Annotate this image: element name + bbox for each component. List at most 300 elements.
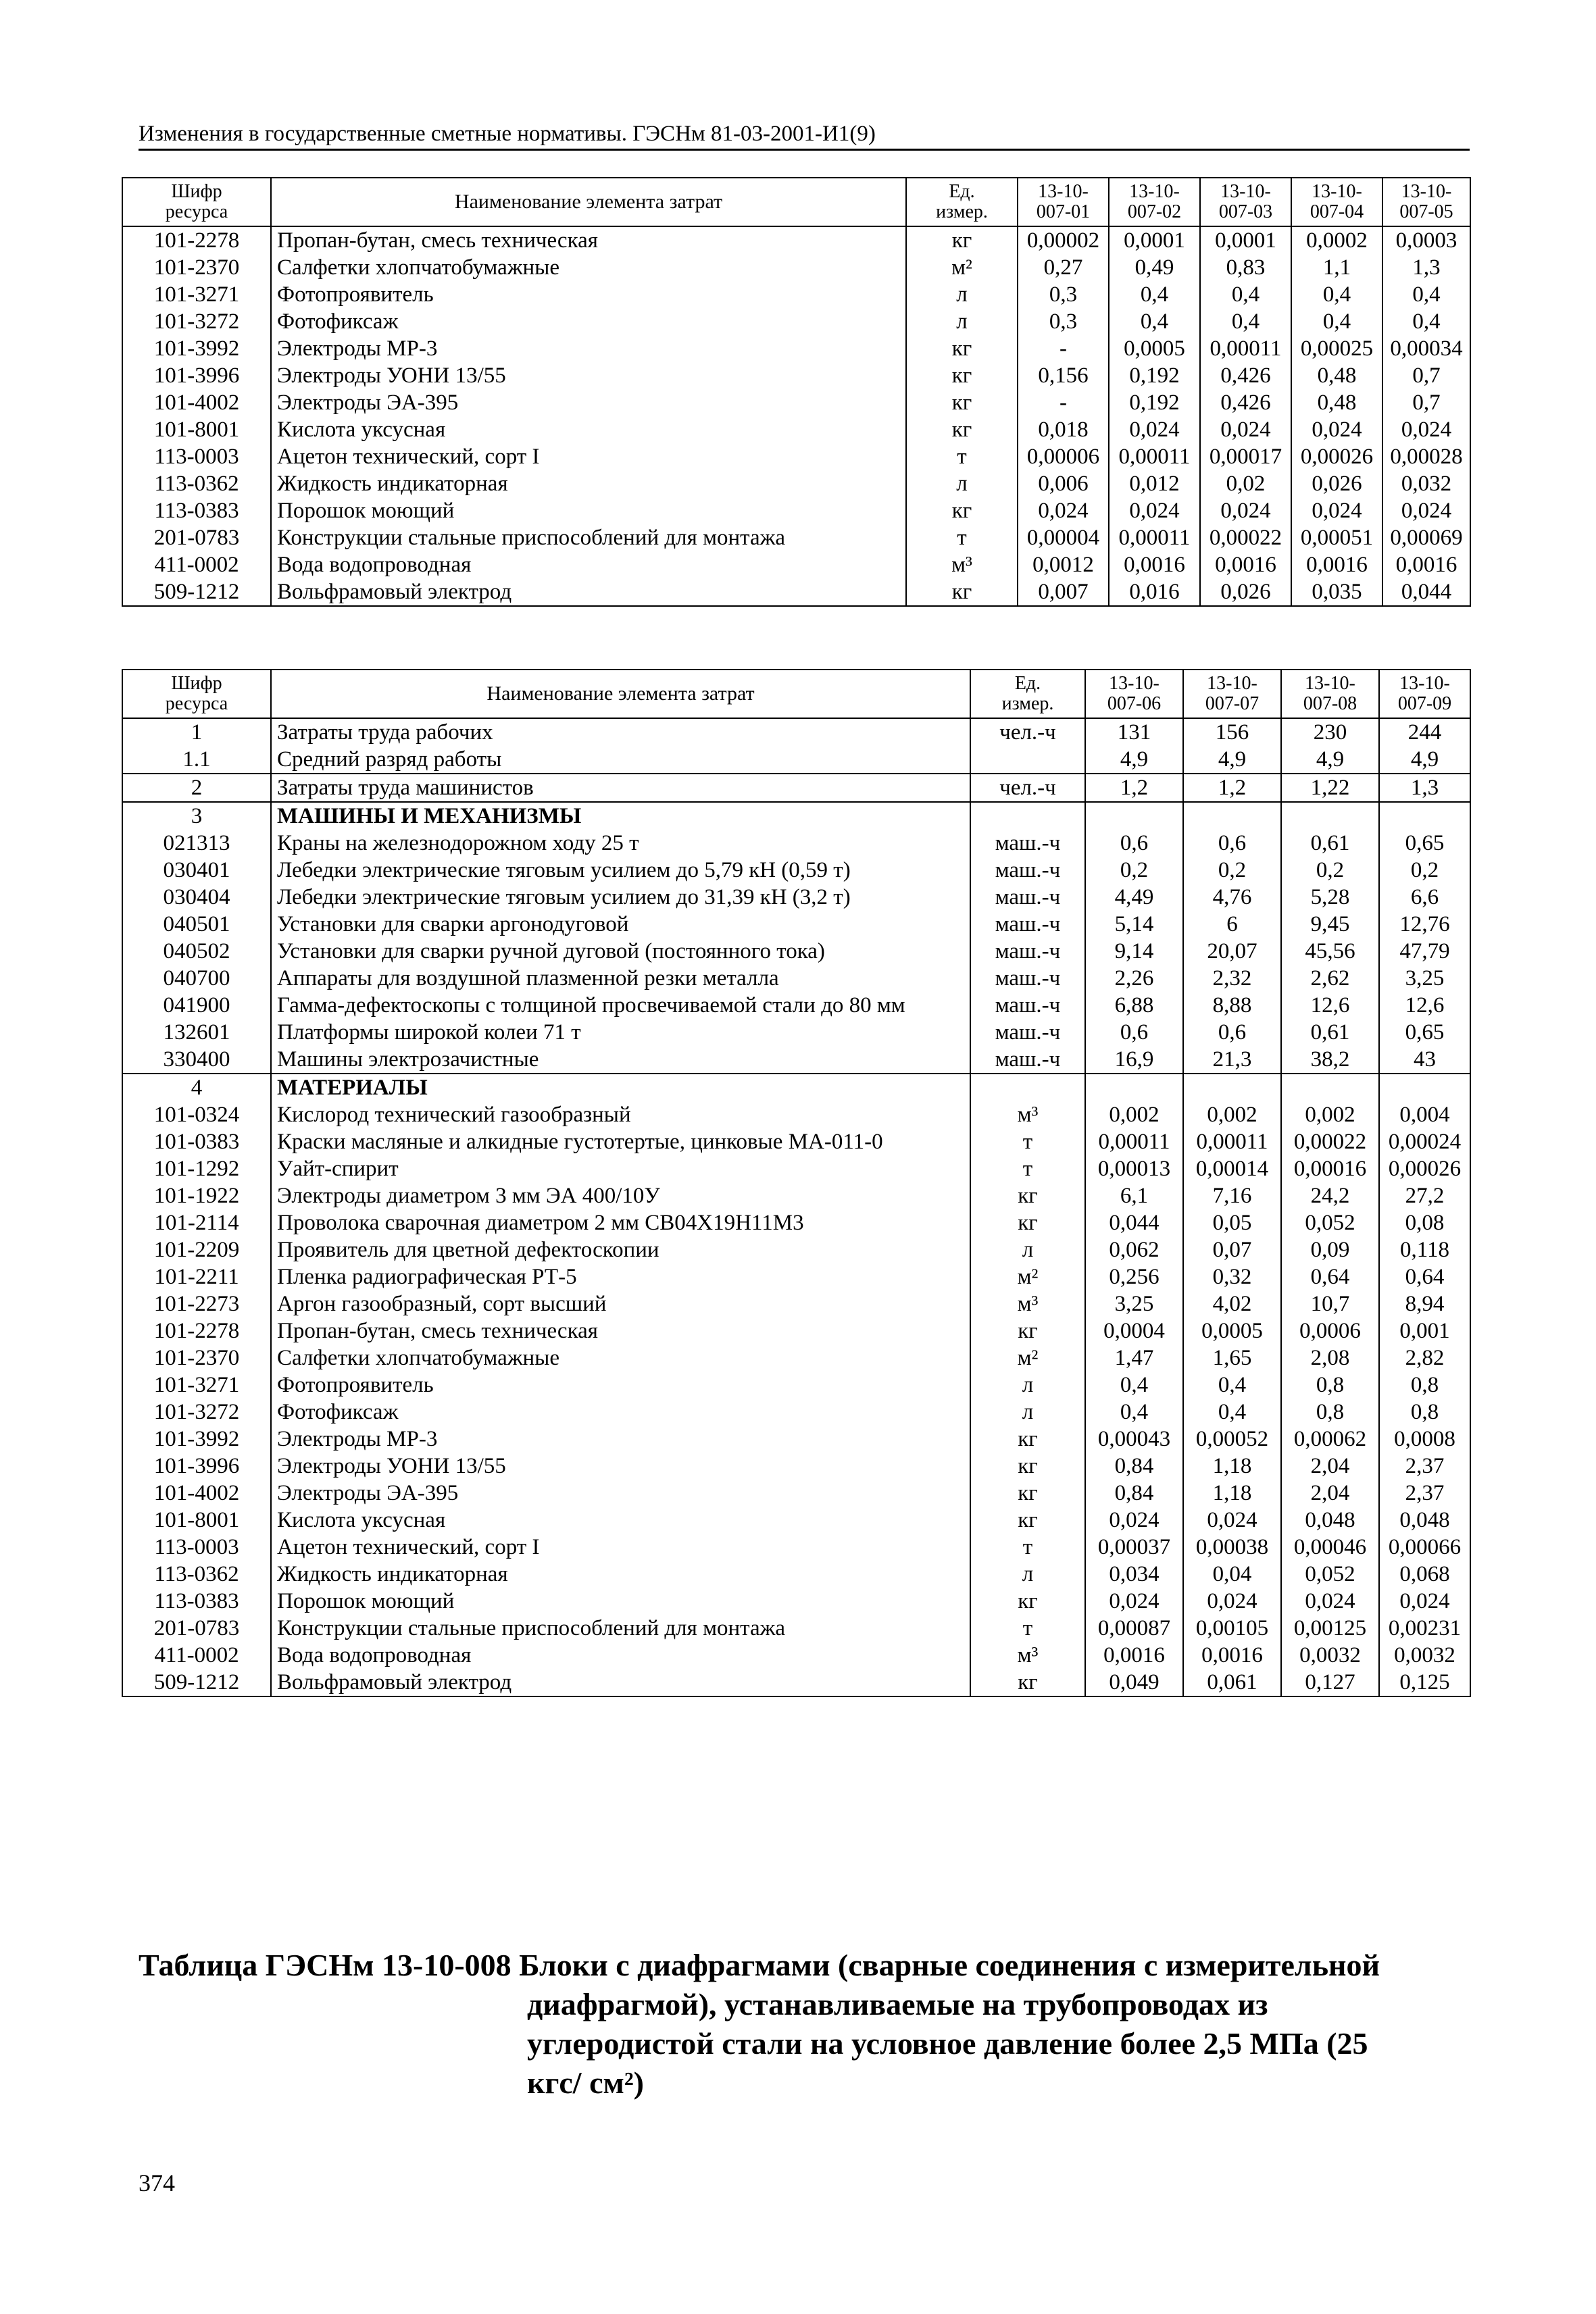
resource-code: 201-0783 [122,524,271,551]
resource-name: Краны на железнодорожном ходу 25 т [271,830,970,857]
norm-value: 0,65 [1379,830,1470,857]
norm-value: 0,2 [1085,857,1183,884]
norm-value: 0,049 [1085,1669,1183,1696]
norm-value: 0,00051 [1291,524,1382,551]
norm-value: 0,0016 [1085,1642,1183,1669]
table-row [122,774,1470,802]
table-row [122,1209,1470,1236]
norm-value: 2,37 [1379,1480,1470,1507]
resource-name: Электроды диаметром 3 мм ЭА 400/10У [271,1182,970,1209]
resource-code: 509-1212 [122,578,271,606]
resource-name: Фотофиксаж [271,308,906,335]
resource-code: 101-2278 [122,1317,271,1344]
norm-value: 0,001 [1379,1317,1470,1344]
norm-value: 4,02 [1183,1290,1281,1317]
norm-value: 0,002 [1183,1101,1281,1128]
norm-value [1281,802,1379,830]
norm-value: 0,052 [1281,1561,1379,1588]
resource-name: Установки для сварки ручной дуговой (постоянного тока) [271,938,970,965]
norm-value: 0,426 [1200,362,1291,389]
resource-name: Гамма-дефектоскопы с толщиной просвечиваемой стали до 80 мм [271,992,970,1019]
norm-value: 0,2 [1281,857,1379,884]
norm-value: 156 [1183,718,1281,746]
resource-table-1 [122,177,1471,607]
norm-value: 4,9 [1183,746,1281,774]
norm-value: 0,27 [1018,254,1109,281]
table-header-row [122,178,1470,226]
resource-code: 101-2370 [122,1344,271,1372]
norm-value: 0,048 [1281,1507,1379,1534]
norm-value: 9,45 [1281,911,1379,938]
table-row [122,578,1470,606]
unit-of-measure: т [970,1155,1085,1182]
table-row [122,389,1470,416]
unit-of-measure: чел.-ч [970,774,1085,802]
table-row [122,226,1470,254]
norm-value: 0,192 [1109,362,1200,389]
resource-code: 101-8001 [122,1507,271,1534]
norm-value: 1,2 [1183,774,1281,802]
resource-code: 101-0324 [122,1101,271,1128]
unit-of-measure: кг [906,362,1018,389]
norm-value: 9,14 [1085,938,1183,965]
header-unit: Ед. измер. [970,670,1085,718]
resource-code: 041900 [122,992,271,1019]
unit-of-measure: кг [970,1453,1085,1480]
table-row [122,1155,1470,1182]
norm-value: 0,00046 [1281,1534,1379,1561]
norm-value: 6,88 [1085,992,1183,1019]
norm-value: 0,6 [1183,1019,1281,1046]
norm-value: 0,004 [1379,1101,1470,1128]
resource-name: Установки для сварки аргонодуговой [271,911,970,938]
table-row [122,1534,1470,1561]
norm-value: 0,0003 [1382,226,1470,254]
norm-value: 0,00004 [1018,524,1109,551]
norm-value: 0,6 [1183,830,1281,857]
resource-name: Краски масляные и алкидные густотертые, цинковые МА-011-0 [271,1128,970,1155]
table-row [122,718,1470,746]
resource-name: Кислород технический газообразный [271,1101,970,1128]
resource-code: 040502 [122,938,271,965]
table-row [122,1128,1470,1155]
norm-value: 0,0012 [1018,551,1109,578]
header-name: Наименование элемента затрат [271,178,906,226]
norm-value: 0,062 [1085,1236,1183,1263]
unit-of-measure: м³ [970,1101,1085,1128]
page-number: 374 [139,2169,175,2196]
norm-value: 0,00087 [1085,1615,1183,1642]
norm-value: 0,8 [1379,1372,1470,1399]
header-col: 13-10- 007-09 [1379,670,1470,718]
table-row [122,911,1470,938]
resource-code: 101-3272 [122,308,271,335]
norm-value: 0,0005 [1109,335,1200,362]
norm-value: 0,00043 [1085,1426,1183,1453]
norm-value: 4,49 [1085,884,1183,911]
resource-name: Вода водопроводная [271,551,906,578]
norm-value: 0,016 [1109,578,1200,606]
resource-code: 101-3271 [122,1372,271,1399]
norm-value: 1,3 [1379,774,1470,802]
norm-value: 0,007 [1018,578,1109,606]
table-row [122,1561,1470,1588]
unit-of-measure: л [906,470,1018,497]
norm-value: 0,024 [1085,1588,1183,1615]
norm-value: 0,00231 [1379,1615,1470,1642]
header-unit: Ед. измер. [906,178,1018,226]
unit-of-measure: т [970,1128,1085,1155]
norm-value: 0,024 [1382,416,1470,443]
resource-code: 113-0383 [122,497,271,524]
norm-value: 0,00028 [1382,443,1470,470]
resource-name: Кислота уксусная [271,416,906,443]
norm-value: 0,08 [1379,1209,1470,1236]
norm-value: 0,024 [1281,1588,1379,1615]
resource-name: Пропан-бутан, смесь техническая [271,226,906,254]
norm-value: 6,6 [1379,884,1470,911]
norm-value [1379,1074,1470,1101]
unit-of-measure [970,802,1085,830]
unit-of-measure: маш.-ч [970,884,1085,911]
table-row [122,857,1470,884]
norm-value: 0,4 [1382,308,1470,335]
norm-value: 3,25 [1379,965,1470,992]
title-line: Таблица ГЭСНм 13-10-008 Блоки с диафрагмами (сварные соединения с измерительной [139,1948,1380,1982]
norm-value: 1,2 [1085,774,1183,802]
norm-value: 0,024 [1183,1507,1281,1534]
norm-value: 0,118 [1379,1236,1470,1263]
norm-value: 5,14 [1085,911,1183,938]
table-row [122,497,1470,524]
resource-name: Средний разряд работы [271,746,970,774]
norm-value: 0,00011 [1085,1128,1183,1155]
resource-code: 411-0002 [122,551,271,578]
norm-value [1085,802,1183,830]
table-row [122,1507,1470,1534]
resource-name: Фотофиксаж [271,1399,970,1426]
norm-value: 1,18 [1183,1480,1281,1507]
unit-of-measure: л [970,1399,1085,1426]
norm-value: 0,3 [1018,281,1109,308]
norm-value: 2,26 [1085,965,1183,992]
norm-value: 6 [1183,911,1281,938]
norm-value: 1,1 [1291,254,1382,281]
norm-value: 0,426 [1200,389,1291,416]
running-header: Изменения в государственные сметные нормативы. ГЭСНм 81-03-2001-И1(9) [139,120,1470,151]
resource-name: Пленка радиографическая РТ-5 [271,1263,970,1290]
table-row [122,1074,1470,1101]
norm-value: 0,00011 [1183,1128,1281,1155]
norm-value: 0,00062 [1281,1426,1379,1453]
resource-name: Конструкции стальные приспособлений для монтажа [271,524,906,551]
table-row [122,992,1470,1019]
norm-value: 0,032 [1382,470,1470,497]
resource-code: 101-0383 [122,1128,271,1155]
table-row [122,416,1470,443]
norm-value: 0,4 [1183,1399,1281,1426]
header-col: 13-10- 007-06 [1085,670,1183,718]
resource-code: 101-3992 [122,1426,271,1453]
resource-code: 1 [122,718,271,746]
header-col: 13-10- 007-05 [1382,178,1470,226]
norm-value: 2,04 [1281,1480,1379,1507]
norm-value: 0,034 [1085,1561,1183,1588]
unit-of-measure [970,746,1085,774]
table-row [122,1615,1470,1642]
norm-value: 0,0001 [1109,226,1200,254]
unit-of-measure: кг [906,497,1018,524]
resource-name: Ацетон технический, сорт I [271,443,906,470]
norm-value: 0,012 [1109,470,1200,497]
resource-name: Кислота уксусная [271,1507,970,1534]
norm-value [1085,1074,1183,1101]
norm-value: 0,006 [1018,470,1109,497]
title-line: кгс/ см²) [527,2065,644,2100]
unit-of-measure: кг [970,1317,1085,1344]
header-col: 13-10- 007-04 [1291,178,1382,226]
norm-value: 0,035 [1291,578,1382,606]
norm-value: 2,82 [1379,1344,1470,1372]
norm-value: 0,0016 [1200,551,1291,578]
resource-code: 101-2370 [122,254,271,281]
resource-name: Лебедки электрические тяговым усилием до 5,79 кН (0,59 т) [271,857,970,884]
norm-value [1281,1074,1379,1101]
table-row [122,254,1470,281]
resource-code: 101-4002 [122,1480,271,1507]
table-row [122,1263,1470,1290]
table-row [122,884,1470,911]
unit-of-measure: т [970,1615,1085,1642]
norm-value: 4,76 [1183,884,1281,911]
unit-of-measure: кг [906,335,1018,362]
norm-value: - [1018,335,1109,362]
norm-value: 43 [1379,1046,1470,1074]
norm-value: 0,61 [1281,830,1379,857]
table-row [122,551,1470,578]
norm-value: 0,026 [1291,470,1382,497]
resource-name: Электроды ЭА-395 [271,1480,970,1507]
table-row [122,938,1470,965]
unit-of-measure: маш.-ч [970,911,1085,938]
norm-value: 0,052 [1281,1209,1379,1236]
table-row [122,1399,1470,1426]
unit-of-measure: маш.-ч [970,965,1085,992]
header-col: 13-10- 007-08 [1281,670,1379,718]
resource-code: 040700 [122,965,271,992]
resource-name: Машины электрозачистные [271,1046,970,1074]
norm-value: 0,044 [1085,1209,1183,1236]
unit-of-measure: м² [970,1344,1085,1372]
resource-name: Конструкции стальные приспособлений для монтажа [271,1615,970,1642]
norm-value: 0,024 [1018,497,1109,524]
resource-code: 030401 [122,857,271,884]
resource-name: Электроды УОНИ 13/55 [271,1453,970,1480]
resource-code: 101-2211 [122,1263,271,1290]
norm-value: 8,94 [1379,1290,1470,1317]
resource-name: Затраты труда рабочих [271,718,970,746]
resource-name: Электроды МР-3 [271,1426,970,1453]
table-row [122,443,1470,470]
unit-of-measure: л [970,1372,1085,1399]
resource-code: 2 [122,774,271,802]
norm-value: 0,8 [1379,1399,1470,1426]
resource-code: 101-1292 [122,1155,271,1182]
resource-name: Проявитель для цветной дефектоскопии [271,1236,970,1263]
norm-value: 0,024 [1200,497,1291,524]
norm-value: 0,04 [1183,1561,1281,1588]
norm-value: 0,84 [1085,1480,1183,1507]
norm-value: 0,127 [1281,1669,1379,1696]
norm-value: 0,00105 [1183,1615,1281,1642]
norm-value: 0,002 [1085,1101,1183,1128]
unit-of-measure: кг [970,1209,1085,1236]
resource-name: Порошок моющий [271,497,906,524]
norm-value: 21,3 [1183,1046,1281,1074]
norm-value: 0,2 [1183,857,1281,884]
norm-value: 27,2 [1379,1182,1470,1209]
resource-code: 101-1922 [122,1182,271,1209]
norm-value: 12,6 [1379,992,1470,1019]
norm-value: 0,256 [1085,1263,1183,1290]
norm-value: 0,6 [1085,1019,1183,1046]
norm-value: 0,024 [1200,416,1291,443]
norm-value: 0,3 [1018,308,1109,335]
resource-name: Электроды УОНИ 13/55 [271,362,906,389]
resource-name: Салфетки хлопчатобумажные [271,254,906,281]
norm-value: 0,4 [1291,281,1382,308]
norm-value: 0,61 [1281,1019,1379,1046]
norm-value: 0,84 [1085,1453,1183,1480]
norm-value: 0,125 [1379,1669,1470,1696]
norm-value: 0,00037 [1085,1534,1183,1561]
resource-name: Фотопроявитель [271,1372,970,1399]
norm-value: 0,8 [1281,1372,1379,1399]
resource-code: 330400 [122,1046,271,1074]
norm-value: 0,00017 [1200,443,1291,470]
header-name: Наименование элемента затрат [271,670,970,718]
header-col: 13-10- 007-02 [1109,178,1200,226]
norm-value: 6,1 [1085,1182,1183,1209]
resource-name: Затраты труда машинистов [271,774,970,802]
unit-of-measure: т [906,443,1018,470]
unit-of-measure: л [970,1561,1085,1588]
unit-of-measure: кг [906,226,1018,254]
norm-value: 0,00069 [1382,524,1470,551]
norm-value: 0,0004 [1085,1317,1183,1344]
resource-name: Аппараты для воздушной плазменной резки металла [271,965,970,992]
norm-value: 0,00034 [1382,335,1470,362]
unit-of-measure [970,1074,1085,1101]
table-row [122,965,1470,992]
unit-of-measure: кг [970,1507,1085,1534]
norm-value: 0,192 [1109,389,1200,416]
table-row [122,1588,1470,1615]
norm-value: 12,76 [1379,911,1470,938]
resource-name: Фотопроявитель [271,281,906,308]
resource-code: 040501 [122,911,271,938]
resource-table-2 [122,669,1471,1697]
resource-code: 101-3996 [122,1453,271,1480]
norm-value: 0,156 [1018,362,1109,389]
norm-value: 4,9 [1085,746,1183,774]
table-row [122,1426,1470,1453]
resource-name: Лебедки электрические тяговым усилием до 31,39 кН (3,2 т) [271,884,970,911]
resource-code: 101-3996 [122,362,271,389]
resource-code: 509-1212 [122,1669,271,1696]
norm-value: 0,05 [1183,1209,1281,1236]
header-col: 13-10- 007-01 [1018,178,1109,226]
norm-value: 0,8 [1281,1399,1379,1426]
resource-name: МАТЕРИАЛЫ [271,1074,970,1101]
table-row [122,1046,1470,1074]
resource-code: 411-0002 [122,1642,271,1669]
norm-value: 0,0016 [1291,551,1382,578]
norm-value: 230 [1281,718,1379,746]
norm-value: 0,4 [1085,1399,1183,1426]
norm-value: 0,024 [1382,497,1470,524]
unit-of-measure: маш.-ч [970,992,1085,1019]
unit-of-measure: л [970,1236,1085,1263]
norm-value [1183,802,1281,830]
resource-name: Порошок моющий [271,1588,970,1615]
header-col: 13-10- 007-07 [1183,670,1281,718]
norm-value: 0,0016 [1109,551,1200,578]
norm-value: 1,47 [1085,1344,1183,1372]
norm-value: 0,024 [1085,1507,1183,1534]
norm-value: 0,026 [1200,578,1291,606]
table-row [122,802,1470,830]
unit-of-measure: чел.-ч [970,718,1085,746]
norm-value: 4,9 [1281,746,1379,774]
resource-code: 101-4002 [122,389,271,416]
norm-value: 2,32 [1183,965,1281,992]
norm-value: 1,22 [1281,774,1379,802]
resource-code: 113-0362 [122,470,271,497]
table-row [122,470,1470,497]
norm-value: 0,00002 [1018,226,1109,254]
resource-name: Ацетон технический, сорт I [271,1534,970,1561]
norm-value: 0,32 [1183,1263,1281,1290]
norm-value: 0,00011 [1200,335,1291,362]
norm-value: 0,0001 [1200,226,1291,254]
unit-of-measure: маш.-ч [970,1046,1085,1074]
unit-of-measure: м³ [906,551,1018,578]
norm-value: 0,00026 [1379,1155,1470,1182]
table-row [122,1344,1470,1372]
table-row [122,746,1470,774]
table-row [122,524,1470,551]
norm-value: 0,00006 [1018,443,1109,470]
norm-value: 0,02 [1200,470,1291,497]
table-row [122,1453,1470,1480]
norm-value: 0,83 [1200,254,1291,281]
norm-value: 0,00013 [1085,1155,1183,1182]
table-row [122,1236,1470,1263]
norm-value: 0,07 [1183,1236,1281,1263]
norm-value: 0,002 [1281,1101,1379,1128]
norm-value: 1,3 [1382,254,1470,281]
norm-value: 0,024 [1291,497,1382,524]
resource-code: 101-2209 [122,1236,271,1263]
norm-value: 0,4 [1382,281,1470,308]
norm-value: 0,024 [1109,416,1200,443]
norm-value: 20,07 [1183,938,1281,965]
norm-value: 0,4 [1085,1372,1183,1399]
resource-name: МАШИНЫ И МЕХАНИЗМЫ [271,802,970,830]
resource-code: 030404 [122,884,271,911]
table-row [122,830,1470,857]
